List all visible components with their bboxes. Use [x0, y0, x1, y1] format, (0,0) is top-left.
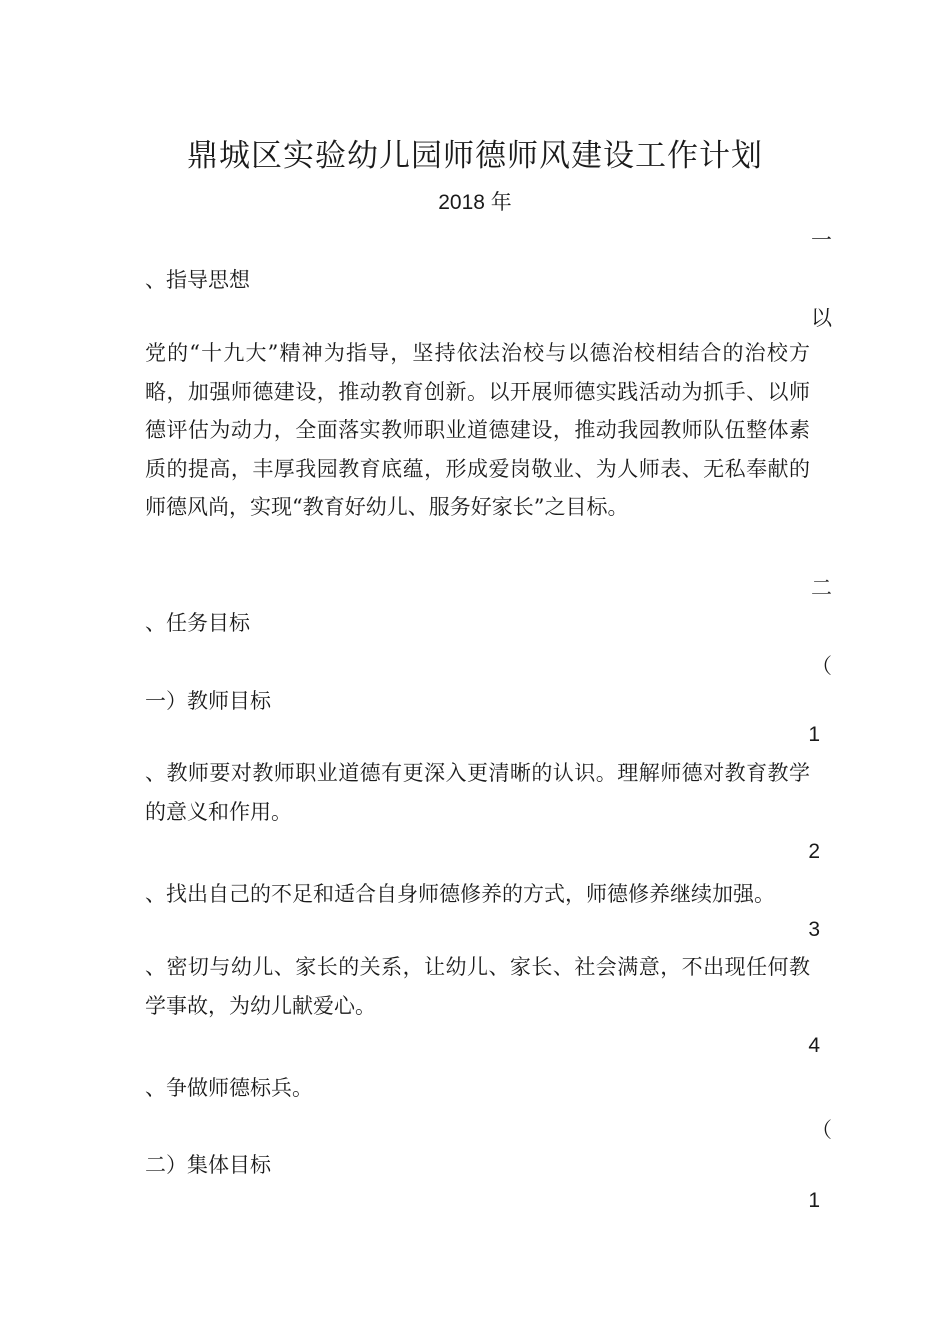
- subsection-2-marker: （: [811, 1118, 832, 1142]
- page-title: 鼎城区实验幼儿园师德师风建设工作计划: [187, 138, 763, 174]
- subsection-2-heading: 二）集体目标: [145, 1153, 271, 1177]
- item-2-text: 、找出自己的不足和适合自身师德修养的方式，师德修养继续加强。: [145, 882, 775, 906]
- item-5-number: 1: [808, 1189, 820, 1212]
- item-3-text: 、密切与幼儿、家长的关系，让幼儿、家长、社会满意，不出现任何教学事故，为幼儿献爱心。: [145, 955, 810, 1018]
- section-1-heading: 、指导思想: [145, 268, 250, 292]
- item-1-text: 、教师要对教师职业道德有更深入更清晰的认识。理解师德对教育教学的意义和作用。: [145, 761, 810, 824]
- item-4-text: 、争做师德标兵。: [145, 1076, 313, 1100]
- subsection-1-heading: 一）教师目标: [145, 689, 271, 713]
- section-1-marker: 一: [811, 228, 832, 252]
- section-2-marker: 二: [811, 576, 832, 600]
- item-1-number: 1: [808, 723, 820, 746]
- subsection-1-marker: （: [811, 654, 832, 678]
- document-year: 2018 年: [438, 191, 512, 214]
- item-3-number: 3: [808, 918, 820, 941]
- section-2-heading: 、任务目标: [145, 611, 250, 635]
- item-4-number: 4: [808, 1034, 820, 1057]
- item-2-number: 2: [808, 840, 820, 863]
- section-1-body: 党的“十九大”精神为指导，坚持依法治校与以德治校相结合的治校方略，加强师德建设，推动教育创新。以开展师德实践活动为抓手、以师德评估为动力，全面落实教师职业道德建设，推动我园教师队伍整体素质的提高，丰厚我园教育底蕴，形成爱岗敬业、为人师表、无私奉献的师德风尚，实现“教育好幼儿、服务好家长”之目标。: [145, 341, 810, 519]
- section-1-lead-char: 以: [811, 306, 832, 330]
